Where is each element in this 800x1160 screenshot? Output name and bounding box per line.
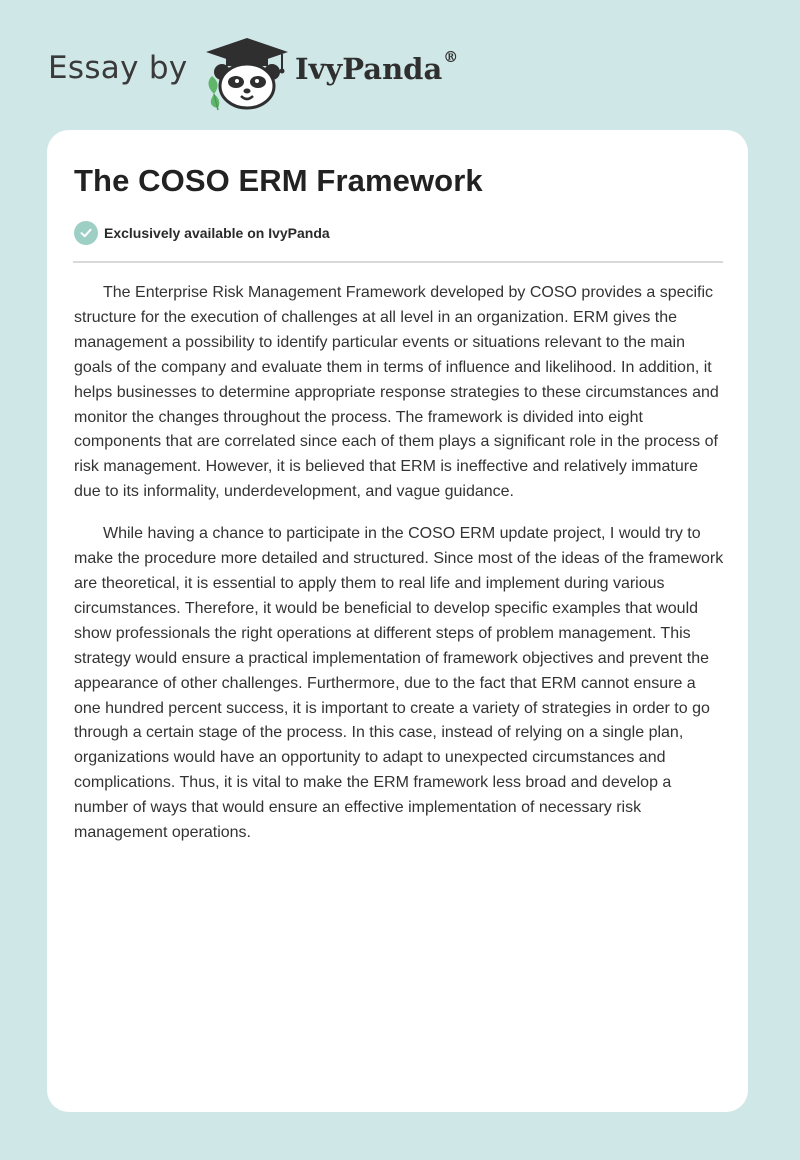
brand-name: IvyPanda [295, 52, 443, 86]
paragraph: The Enterprise Risk Management Framework developed by COSO provides a specific structure for the execution of challenges at all level in an organization. ERM gives the management a possibility to identify particular events or situations relevant to the main goals of the company and evaluate them in terms of influence and likelihood. In addition, it helps businesses to determine appropriate response strategies to these circumstances and monitor the changes throughout the process. The framework is divided into eight components that are correlated since each of them plays a significant role in the process of risk management. However, it is believed that ERM is ineffective and relatively immature due to its informality, underdevelopment, and vague guidance. [74, 284, 719, 501]
paragraph: While having a chance to participate in the COSO ERM update project, I would try to make the procedure more detailed and structured. Since most of the ideas of the framework are theoretical, it is essential to apply them to real life and implement during various circumstances. Therefore, it would be beneficial to develop specific examples that would show professionals the right operations at different steps of problem management. This strategy would ensure a practical implementation of framework objectives and prevent the appearance of other challenges. Furthermore, due to the fact that ERM cannot ensure a one hundred percent success, it is important to create a variety of strategies in order to go through a certain stage of the process. In this case, instead of relying on a single plan, organizations would have an opportunity to adapt to unexpected circumstances and complications. Thus, it is vital to make the ERM framework less broad and develop a number of ways that would ensure an effective implementation of necessary risk management operations. [74, 525, 724, 842]
essay-body [74, 281, 726, 863]
essay-by-label: Essay by [48, 50, 188, 86]
registered-mark: ® [443, 48, 459, 66]
brand-logotype [295, 48, 459, 86]
essay-card [47, 130, 748, 1112]
divider [73, 261, 723, 263]
badge-label: Exclusively available on IvyPanda [104, 225, 330, 241]
site-header [0, 0, 800, 130]
panda-logo-icon [202, 36, 292, 110]
exclusive-badge [74, 221, 330, 245]
check-circle-icon [74, 221, 98, 245]
essay-title: The COSO ERM Framework [74, 163, 483, 198]
